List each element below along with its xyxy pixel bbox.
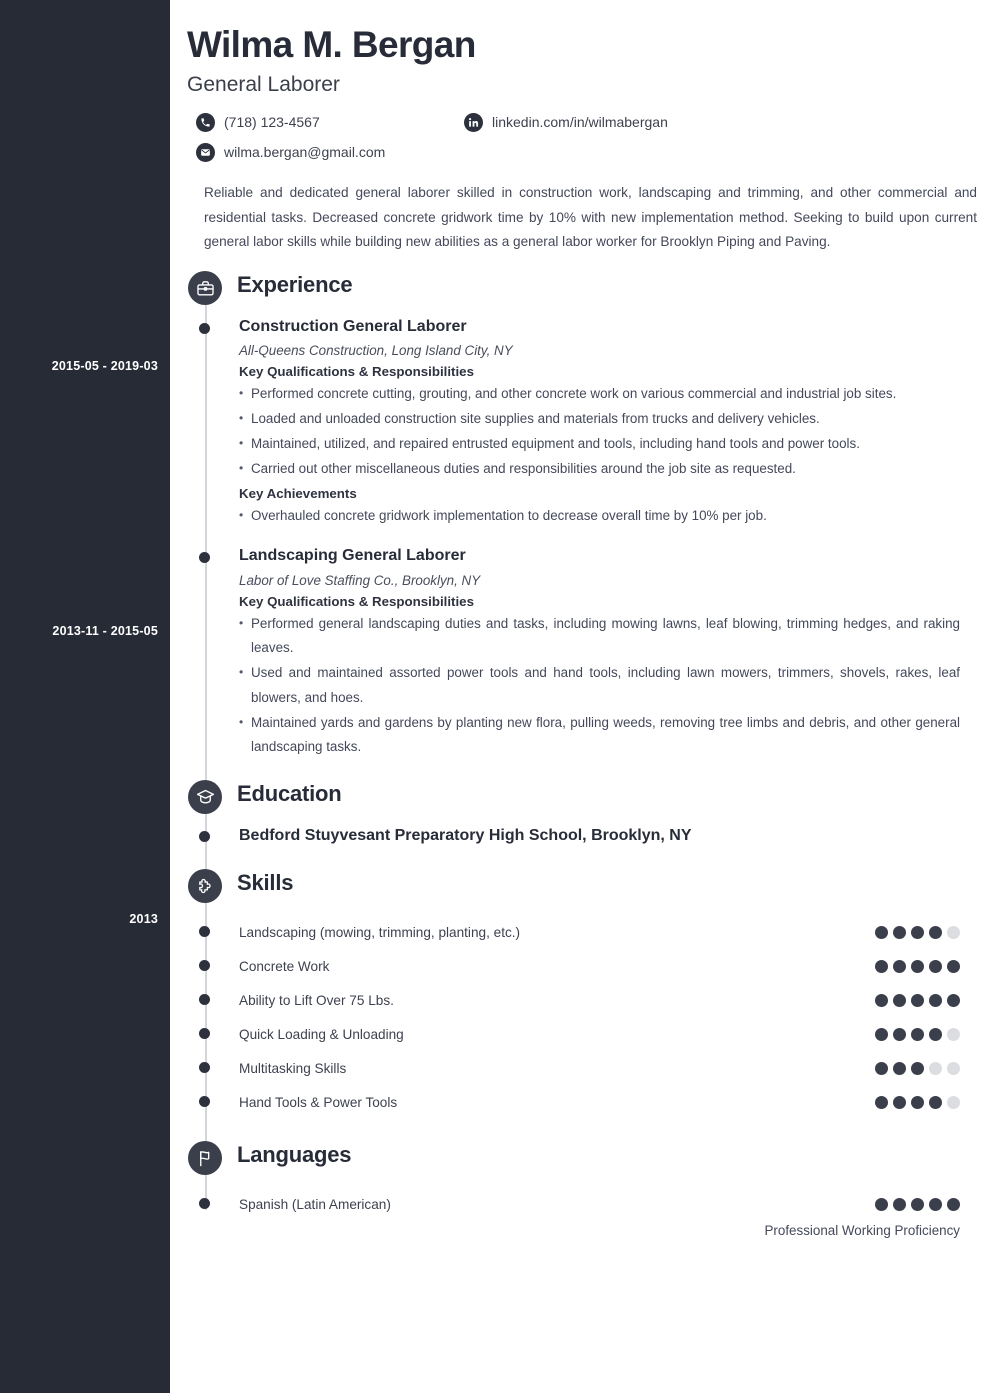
section-header-experience xyxy=(170,271,990,317)
rating-dot-filled xyxy=(893,1028,906,1041)
rating-dot-filled xyxy=(893,1198,906,1211)
contact-list xyxy=(187,113,960,175)
sidebar-date-experience-2: 2013-11 - 2015-05 xyxy=(52,624,158,638)
timeline-dot xyxy=(199,1062,210,1073)
timeline-dot xyxy=(199,1028,210,1039)
skill-rating xyxy=(875,994,960,1007)
section-experience xyxy=(170,271,990,760)
rating-dot-filled xyxy=(947,994,960,1007)
rating-dot-filled xyxy=(893,1062,906,1075)
rating-dot-empty xyxy=(947,1028,960,1041)
language-proficiency-note: Professional Working Proficiency xyxy=(764,1223,960,1239)
language-label: Spanish (Latin American) xyxy=(239,1196,391,1212)
sidebar-date-education-1: 2013 xyxy=(129,912,158,926)
section-title-languages: Languages xyxy=(237,1142,352,1168)
rating-dot-filled xyxy=(929,926,942,939)
timeline-dot xyxy=(199,552,210,563)
rating-dot-filled xyxy=(875,960,888,973)
rating-dot-filled xyxy=(911,1198,924,1211)
resume-header xyxy=(170,0,990,255)
experience-achievements-label: Key Achievements xyxy=(239,485,357,501)
page-title: Wilma M. Bergan xyxy=(187,24,476,65)
section-title-education: Education xyxy=(237,781,342,807)
experience-qualifications-label: Key Qualifications & Responsibilities xyxy=(239,364,474,380)
rating-dot-filled xyxy=(893,1096,906,1109)
contact-email-value: wilma.bergan@gmail.com xyxy=(224,144,386,161)
puzzle-piece-icon xyxy=(188,869,222,903)
contact-phone[interactable] xyxy=(196,113,320,132)
experience-job-title: Construction General Laborer xyxy=(239,318,467,336)
timeline xyxy=(170,271,990,1238)
sidebar-date-experience-1: 2015-05 - 2019-03 xyxy=(51,359,158,373)
languages-list xyxy=(170,1187,990,1238)
skill-row xyxy=(170,1051,990,1085)
skill-rating xyxy=(875,1028,960,1041)
section-languages xyxy=(170,1141,990,1238)
timeline-dot xyxy=(199,926,210,937)
rating-dot-filled xyxy=(929,1198,942,1211)
briefcase-icon xyxy=(188,271,222,305)
rating-dot-empty xyxy=(947,1096,960,1109)
timeline-dot xyxy=(199,994,210,1005)
skill-row xyxy=(170,949,990,983)
rating-dot-filled xyxy=(893,960,906,973)
timeline-dot xyxy=(199,323,210,334)
section-header-education xyxy=(170,780,990,826)
list-item: • Loaded and unloaded construction site supplies and materials from trucks and delivery vehicles. xyxy=(239,407,960,432)
list-item: • Performed general landscaping duties and tasks, including mowing lawns, leaf blowing, trimming hedges, and raking leaves. xyxy=(239,612,960,662)
skill-rating xyxy=(875,960,960,973)
section-title-skills: Skills xyxy=(237,870,294,896)
education-school: Bedford Stuyvesant Preparatory High School, Brooklyn, NY xyxy=(239,827,692,845)
rating-dot-filled xyxy=(875,1096,888,1109)
contact-phone-value: (718) 123-4567 xyxy=(224,114,320,131)
list-item: • Maintained yards and gardens by planting new flora, pulling weeds, removing tree limbs and debris, and other general landscaping tasks. xyxy=(239,711,960,761)
rating-dot-empty xyxy=(929,1062,942,1075)
rating-dot-filled xyxy=(911,1062,924,1075)
rating-dot-filled xyxy=(875,1028,888,1041)
skill-label: Quick Loading & Unloading xyxy=(239,1026,404,1042)
rating-dot-filled xyxy=(875,1198,888,1211)
language-row xyxy=(170,1187,990,1221)
phone-icon xyxy=(196,113,215,132)
summary-paragraph: Reliable and dedicated general laborer skilled in construction work, landscaping and trimming, and other commercial and residential tasks. Decreased concrete gridwork time by 10% with new implementation method. Seeking to build upon current general labor skills while building new abilities as a general labor worker for Brooklyn Piping and Paving. xyxy=(204,184,977,250)
section-header-languages xyxy=(170,1141,990,1187)
experience-qualifications-list xyxy=(239,382,960,481)
headline-job-title: General Laborer xyxy=(187,72,340,96)
rating-dot-filled xyxy=(929,1096,942,1109)
sidebar xyxy=(0,0,170,1393)
rating-dot-filled xyxy=(911,1096,924,1109)
experience-achievements-list xyxy=(239,504,960,529)
contact-linkedin[interactable] xyxy=(464,113,668,132)
rating-dot-filled xyxy=(911,926,924,939)
list-item: • Carried out other miscellaneous duties and responsibilities around the job site as requested. xyxy=(239,457,960,482)
rating-dot-filled xyxy=(947,1198,960,1211)
skill-rating xyxy=(875,1062,960,1075)
rating-dot-empty xyxy=(947,1062,960,1075)
skills-list xyxy=(170,915,990,1119)
section-education xyxy=(170,780,990,845)
graduation-cap-icon xyxy=(188,780,222,814)
experience-job-title: Landscaping General Laborer xyxy=(239,547,466,565)
linkedin-icon xyxy=(464,113,483,132)
experience-company: Labor of Love Staffing Co., Brooklyn, NY xyxy=(239,572,481,588)
rating-dot-empty xyxy=(947,926,960,939)
rating-dot-filled xyxy=(875,994,888,1007)
skill-label: Multitasking Skills xyxy=(239,1060,347,1076)
rating-dot-filled xyxy=(875,926,888,939)
timeline-dot xyxy=(199,831,210,842)
skill-label: Concrete Work xyxy=(239,958,330,974)
skill-label: Hand Tools & Power Tools xyxy=(239,1094,398,1110)
rating-dot-filled xyxy=(929,960,942,973)
skill-row xyxy=(170,983,990,1017)
flag-icon xyxy=(188,1141,222,1175)
skill-label: Ability to Lift Over 75 Lbs. xyxy=(239,992,394,1008)
experience-qualifications-list xyxy=(239,612,960,761)
experience-entry xyxy=(170,546,990,760)
contact-email[interactable] xyxy=(196,143,385,162)
list-item: • Used and maintained assorted power tools and hand tools, including lawn mowers, trimmers, shovels, rakes, leaf blowers, and hoes. xyxy=(239,661,960,711)
skill-label: Landscaping (mowing, trimming, planting, etc.) xyxy=(239,924,521,940)
rating-dot-filled xyxy=(929,1028,942,1041)
experience-company: All-Queens Construction, Long Island City, NY xyxy=(239,343,513,359)
skill-row xyxy=(170,915,990,949)
main-column xyxy=(170,0,990,1400)
section-header-skills xyxy=(170,869,990,915)
skill-rating xyxy=(875,1096,960,1109)
email-icon xyxy=(196,143,215,162)
list-item: • Overhauled concrete gridwork implementation to decrease overall time by 10% per job. xyxy=(239,504,960,529)
rating-dot-filled xyxy=(893,994,906,1007)
skill-row xyxy=(170,1017,990,1051)
rating-dot-filled xyxy=(911,994,924,1007)
timeline-dot xyxy=(199,1096,210,1107)
skill-rating xyxy=(875,926,960,939)
timeline-dot xyxy=(199,960,210,971)
rating-dot-filled xyxy=(911,960,924,973)
list-item: • Maintained, utilized, and repaired entrusted equipment and tools, including hand tools and power tools. xyxy=(239,432,960,457)
experience-qualifications-label: Key Qualifications & Responsibilities xyxy=(239,593,474,609)
section-skills xyxy=(170,869,990,1119)
rating-dot-filled xyxy=(947,960,960,973)
experience-entry xyxy=(170,317,990,528)
language-rating xyxy=(875,1198,960,1211)
contact-linkedin-value: linkedin.com/in/wilmabergan xyxy=(492,114,668,131)
rating-dot-filled xyxy=(911,1028,924,1041)
timeline-dot xyxy=(199,1198,210,1209)
skill-row xyxy=(170,1085,990,1119)
rating-dot-filled xyxy=(929,994,942,1007)
section-title-experience: Experience xyxy=(237,272,353,298)
rating-dot-filled xyxy=(893,926,906,939)
education-entry xyxy=(170,826,990,845)
list-item: • Performed concrete cutting, grouting, and other concrete work on various commercial and industrial job sites. xyxy=(239,382,960,407)
rating-dot-filled xyxy=(875,1062,888,1075)
